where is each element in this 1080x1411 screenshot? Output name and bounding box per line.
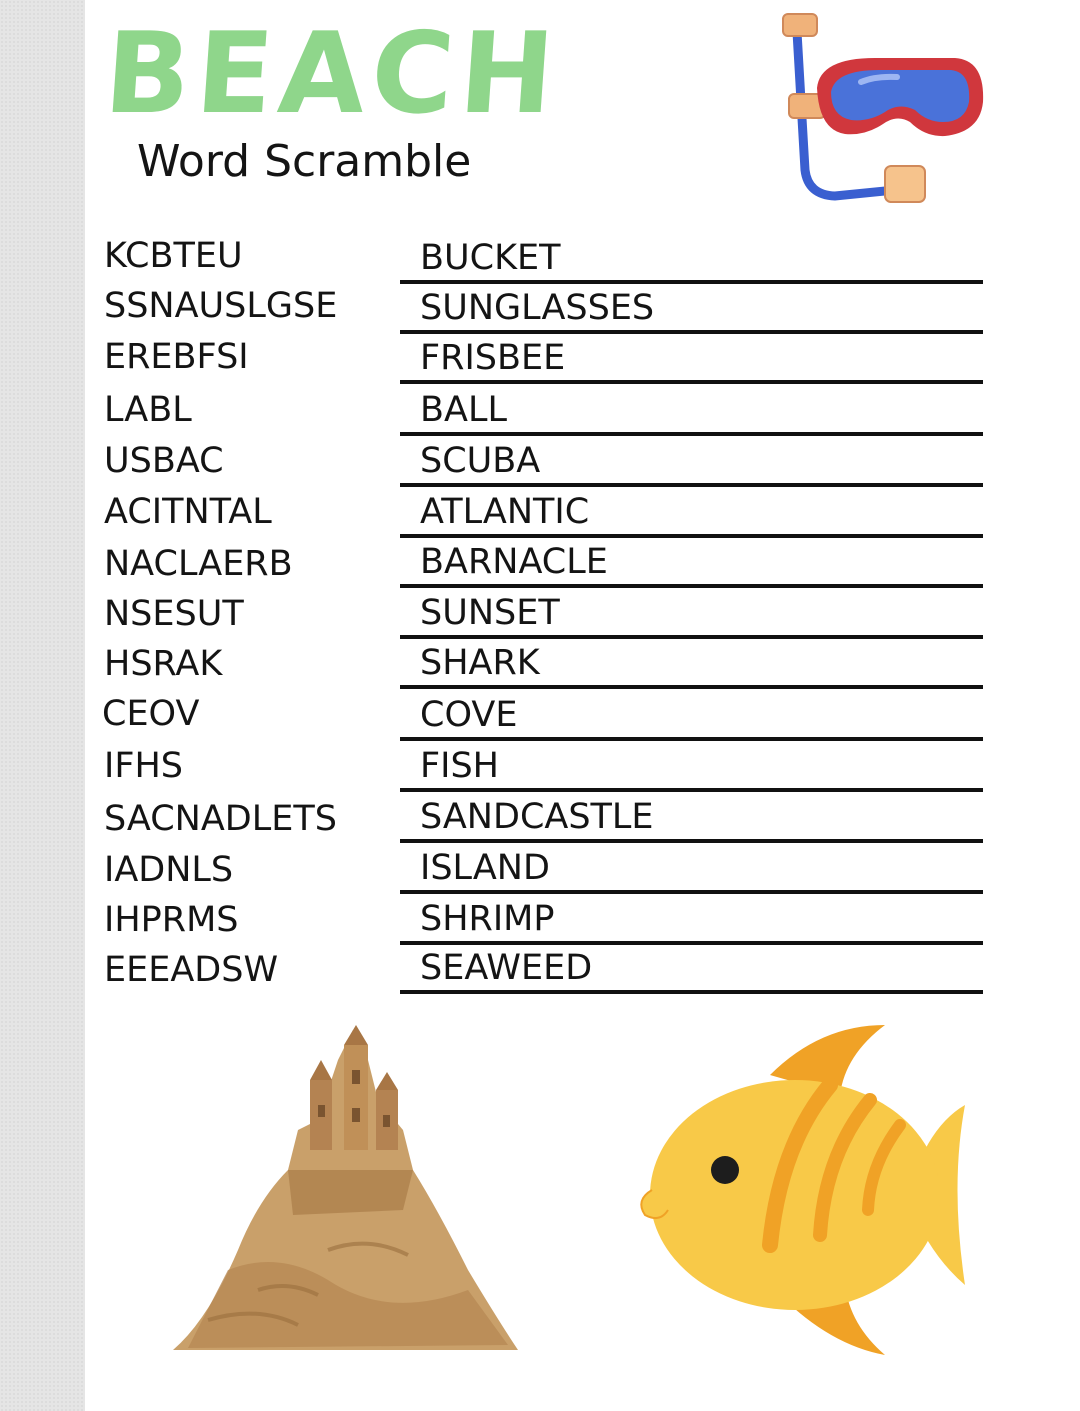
scrambled-word: NSESUT: [104, 594, 244, 634]
answer-line: [400, 848, 983, 894]
scrambled-word: SSNAUSLGSE: [104, 286, 338, 326]
answer-word: SUNGLASSES: [420, 288, 655, 328]
answer-word: BARNACLE: [420, 542, 608, 582]
answer-line: [400, 643, 983, 689]
scrambled-word: USBAC: [104, 441, 224, 481]
scrambled-word: IHPRMS: [104, 900, 239, 940]
scrambled-word: IADNLS: [104, 850, 234, 890]
answer-word: SUNSET: [420, 593, 560, 633]
tropical-fish-icon: [630, 1015, 975, 1365]
answer-line: [400, 593, 983, 639]
answer-word: ISLAND: [420, 848, 550, 888]
page-edge: [0, 0, 85, 1411]
sandcastle-icon: [168, 1020, 528, 1365]
answer-line: [400, 492, 983, 538]
answer-line: [400, 746, 983, 792]
answer-word: SEAWEED: [420, 948, 593, 988]
answer-word: ATLANTIC: [420, 492, 590, 532]
scrambled-word: EREBFSI: [104, 337, 249, 377]
scrambled-word: IFHS: [104, 746, 183, 786]
answer-line: [400, 695, 983, 741]
answer-line: [400, 390, 983, 436]
answer-word: SHARK: [420, 643, 540, 683]
snorkel-mask-icon: [775, 10, 990, 215]
page-subtitle: Word Scramble: [137, 136, 472, 187]
scrambled-word: ACITNTAL: [104, 492, 272, 532]
answer-word: SANDCASTLE: [420, 797, 654, 837]
scrambled-word: SACNADLETS: [104, 799, 337, 839]
scrambled-word: CEOV: [102, 694, 200, 734]
answer-line: [400, 542, 983, 588]
scrambled-word: EEEADSW: [104, 950, 279, 990]
answer-line: [400, 899, 983, 945]
answer-word: BALL: [420, 390, 507, 430]
answer-word: FRISBEE: [420, 338, 566, 378]
answer-line: [400, 338, 983, 384]
page-title: BEACH: [100, 9, 565, 139]
answer-line: [400, 948, 983, 994]
answer-word: FISH: [420, 746, 499, 786]
answer-word: COVE: [420, 695, 518, 735]
answer-line: [400, 797, 983, 843]
answer-line: [400, 441, 983, 487]
scrambled-word: LABL: [104, 390, 192, 430]
scrambled-word: HSRAK: [104, 644, 223, 684]
answer-word: SCUBA: [420, 441, 541, 481]
answer-line: [400, 288, 983, 334]
answer-word: SHRIMP: [420, 899, 555, 939]
scrambled-word: NACLAERB: [104, 544, 293, 584]
answer-line: [400, 238, 983, 284]
answer-word: BUCKET: [420, 238, 561, 278]
scrambled-word: KCBTEU: [104, 236, 243, 276]
